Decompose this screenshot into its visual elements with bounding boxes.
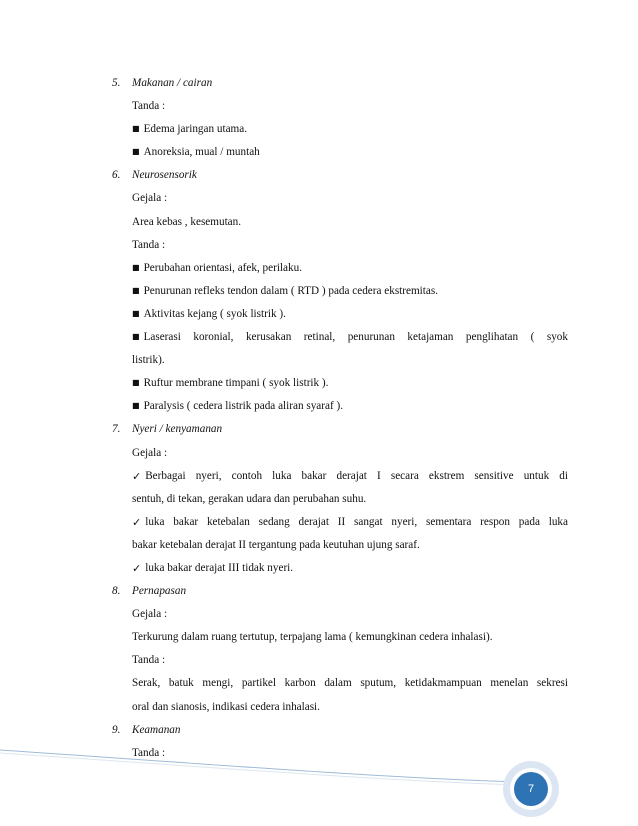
tanda-label: Tanda : (132, 100, 166, 113)
list-item (112, 465, 568, 488)
section-number: 6. (112, 169, 121, 182)
section-title: Neurosensorik (132, 169, 197, 182)
document-body (112, 72, 568, 765)
tanda-text-continuation: oral dan sianosis, indikasi cedera inhalasi. (132, 700, 320, 713)
list-item-text: Aktivitas kejang ( syok listrik ). (143, 307, 286, 320)
list-item (112, 280, 568, 303)
check-icon: ✓ (132, 469, 142, 483)
list-item (112, 395, 568, 418)
list-item (112, 257, 568, 280)
section-title: Keamanan (132, 723, 181, 736)
section-title: Nyeri / kenyamanan (132, 423, 223, 436)
check-icon: ✓ (132, 515, 142, 529)
footer-curve (0, 750, 520, 782)
page-number: 7 (527, 783, 535, 795)
list-item-text: luka bakar ketebalan sedang derajat II sangat nyeri, sementara respon pada luka (145, 515, 568, 528)
bullet-icon: ■ (132, 147, 140, 157)
list-item-text: luka bakar derajat III tidak nyeri. (145, 561, 294, 574)
list-item-text: Berbagai nyeri, contoh luka bakar derajat I secara ekstrem sensitive untuk di (145, 469, 568, 482)
list-item-text: Laserasi koronial, kerusakan retinal, penurunan ketajaman penglihatan ( syok (143, 331, 568, 344)
section-title: Pernapasan (132, 585, 187, 598)
section-number: 7. (112, 423, 121, 436)
list-item-text: Paralysis ( cedera listrik pada aliran syaraf ). (143, 400, 343, 413)
list-item-continuation: sentuh, di tekan, gerakan udara dan perubahan suhu. (132, 492, 367, 505)
footer-curve (0, 753, 520, 785)
list-item-text: Perubahan orientasi, afek, perilaku. (143, 261, 302, 274)
bullet-icon: ■ (132, 332, 140, 342)
tanda-label: Tanda : (132, 746, 166, 759)
list-item-text: Penurunan refleks tendon dalam ( RTD ) pada cedera ekstremitas. (143, 284, 439, 297)
section-number: 9. (112, 723, 121, 736)
section-heading-5 (112, 72, 568, 95)
bullet-icon: ■ (132, 262, 140, 272)
gejala-text: Terkurung dalam ruang tertutup, terpajang lama ( kemungkinan cedera inhalasi). (132, 631, 493, 644)
section-number: 8. (112, 585, 121, 598)
gejala-label: Gejala : (132, 446, 168, 459)
list-item (112, 303, 568, 326)
list-item (112, 141, 568, 164)
check-icon: ✓ (132, 561, 142, 575)
section-heading-8 (112, 580, 568, 603)
bullet-icon: ■ (132, 124, 140, 134)
section-heading-7 (112, 418, 568, 441)
section-heading-6 (112, 164, 568, 187)
list-item (112, 372, 568, 395)
list-item (112, 511, 568, 534)
list-item-text: Ruftur membrane timpani ( syok listrik ). (143, 377, 329, 390)
bullet-icon: ■ (132, 378, 140, 388)
bullet-icon: ■ (132, 308, 140, 318)
bullet-icon: ■ (132, 285, 140, 295)
gejala-label: Gejala : (132, 608, 168, 621)
tanda-text: Serak, batuk mengi, partikel karbon dalam sputum, ketidakmampuan menelan sekresi (132, 677, 568, 690)
gejala-text: Area kebas , kesemutan. (132, 215, 242, 228)
bullet-icon: ■ (132, 401, 140, 411)
list-item (112, 557, 568, 580)
section-number: 5. (112, 77, 121, 89)
list-item-text: Edema jaringan utama. (143, 123, 248, 136)
list-item-continuation: listrik). (132, 354, 165, 367)
list-item (112, 118, 568, 141)
tanda-label: Tanda : (132, 654, 166, 667)
list-item (112, 326, 568, 349)
gejala-label: Gejala : (132, 192, 168, 205)
list-item-text: Anoreksia, mual / muntah (143, 146, 260, 159)
section-title: Makanan / cairan (132, 77, 213, 89)
list-item-continuation: bakar ketebalan derajat II tergantung pada keutuhan ujung saraf. (132, 538, 420, 551)
tanda-label: Tanda : (132, 238, 166, 251)
